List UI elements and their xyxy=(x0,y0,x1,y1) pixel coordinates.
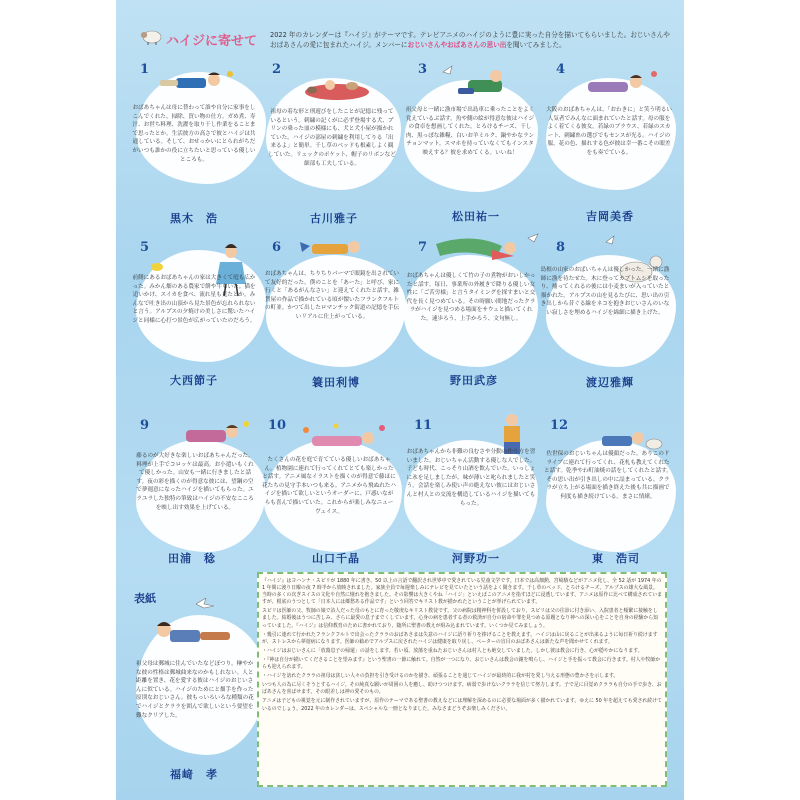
cover-text: 祖父母は郵城に住んでいたなどぼつり。榊やかな彼の性格は郵城曲来なのかもしれない。人と距離を置き、花を愛する彼はハイジのおじいさんに似ている。ハイジのためにと畑手を作った原別なおじいさん。彼もっいろいろな種類の花でハイジとクララを囲んで欲しいという要望を難なクリアした。 xyxy=(136,661,254,719)
intro-part-2: を聞いてみました。 xyxy=(506,41,566,49)
intro-part-1: 2022 年のカレンダーは『ハイジ』がテーマです。テレビアニメのハイジのように豊に実った自分を描いてもらいました。おじいさんやおばあさんの愛に包まれたハイジ。メンバーに xyxy=(270,31,670,49)
entry-number: 10 xyxy=(268,418,287,433)
about-paragraph: アニメは子どもの視覚を元に制作されていますが、原作のテーマである聖書の教えなどには理解を深めるのに必要な場面が多く描かれています。ゆえに 50 年を超えても愛され続けているのでしょう。2022 年のカレンダーは、スペシャルな一冊となりました。みなさまどうぞお楽しみください。 xyxy=(262,698,662,712)
about-paragraph: いつも人の為に尽くそうとするハイジ。その純真な願いが周囲の人を癒し、助けつつけます。病弱で歩けないクララを信じて努力します。子で足に目覚めクララも自分の手で歩き、おばあさんを喜ばせます。その眼差しは神の愛そのもの。 xyxy=(262,682,662,696)
about-paragraph: ・ハイジを訪れたクララの祖母は貧しい人々の負担を引き受けるのかを描き、頑張ることを通じてハイジが最終的に我が村を愛し与える形態の豊かさを示します。 xyxy=(262,673,619,680)
about-paragraph: 『ハイジ』はヨハンナ・スピリが 1880 年に書き、50 以上の言語で翻訳され世界中で愛されている児童文学です。日本では高畑勲、宮崎駿などがアニメ化し、全 52 話が 1974 年の 1 年間に渡り日曜の夜 7 時半から放映されました。家族全員で毎週楽しみにテレビを見ていたという話をよく聞きます。干し草のベッド、とろけるチーズ、アルプスの雄大な風景。当時の多くの次ぎスイスの文化や自然に憧れを抱きました。その影響は大きくやね「ハイジ」といえばこのアニメを指すほどに浸透しています。アニメは原作に比べて構成されていますが、根底のうつとして「日本人には郷愁ある作品です」という回答でキリスト教が描かれたということが挙げられています。 xyxy=(262,578,663,606)
cover-boy-illustration xyxy=(150,616,240,656)
flying-boy-illustration xyxy=(300,232,370,268)
entry-number: 9 xyxy=(140,418,150,433)
entry-text: 佐世保のおじいちゃんは優顔だった。ありこのドライブに連れて行ってくれ、花札も教えてくれたと話す。乾季やわ町油焼の話をしてくれたと話す。その思い出が引き出しの中に詰まっている。クララが立ち上がる場面を描き終えた後も共に描画で何度も描き続けている。まさに情緒。 xyxy=(544,451,672,500)
girl-with-dogs-illustration xyxy=(292,70,382,104)
member-name: 田浦 稔 xyxy=(168,552,216,565)
sheep-icon xyxy=(139,26,163,46)
white-bird-icon xyxy=(196,598,214,610)
flower-girls-illustration xyxy=(296,418,392,458)
member-name: 松田祐一 xyxy=(452,210,500,223)
member-name: 大西節子 xyxy=(170,374,218,387)
entry-text: おばあちゃんから非難の良むさや分動の作り方を習いました。おじいちゃん活動する優しな人でした。子ども時代、こっそり山酒を飲んでいた。いっしょに氷を足しましたが、味が薄いと叱られましたと笑う。会話を楽しみ使い声の絶えない彼にはおじいさんと村人との交流を構造しているハイジを描いてもらった。 xyxy=(406,449,536,507)
entry-text: おばあちゃんは母に替わって誰や自分に家事をしこんでくれた。掃除、買い物の仕方。ガめ煮、寿汁、お世ち料理、洗濯を取り干し作業をることまで思ったとか。生活彼方の高さで彼とハイジは共通している。そして、おせっかいにとられがちだがいつも誰かの役に立ちたいと思っている優しいところも。 xyxy=(132,105,256,163)
about-paragraph: ・幾引に連れて行かれたフランクフルトで出会ったクララのおばあさまは失意のハイジに語り祈りを捧げることを教えます。ハイジは山に戻ることが出来るように毎日祈り続けますが、ストレスから夢遊病になります。医師の勧めでアルプスに戻されたハイジは健康を取り戻し、ペーターの盲目のおばあさんは新たな声を聞かせてくれます。 xyxy=(262,631,658,645)
entry-number: 5 xyxy=(140,240,150,255)
entry-text: 島根の山家のおばいちゃんは優しかった。一緒に漁師に漁を待たせた。木に登ってカブトムシを取ったり、捕ってくれるの後には小麦まいが入っていたと描かれた。アルプスの山を見るたびに、思い出の引き出しから昔ぐる線をネコを抱きおじいさんのいない寂しさを埋めるハイジを綿細に描き上げた。 xyxy=(540,267,670,316)
entry-number: 2 xyxy=(272,62,282,77)
entry-text: たくさんの花を庭で育てている優しいおばあちゃん。植物園に連れて行ってくれてとても楽しかったと話す。アニメ風なイラストを描くのが得意で藤ほに花たちの見守手本いつも来る。アニメから飛ぬれたハイジを描いて欲しいというオーダーに、戸惑いながらも喜んで描いていた。これからが楽しみなニューヴェイス。 xyxy=(262,457,396,515)
about-heidi-text xyxy=(262,578,662,715)
cover-label: 表紙 xyxy=(134,592,156,605)
about-paragraph: ・ハイジはおじいさんに「放蕩息子の帰還」の話をします。若い頃、放蕩を重ねたおじいさんは村人とも絶交していました。しかし彼は教会に行き、心が穏やかになります。 xyxy=(262,647,643,654)
page-title: ハイジに寄せて xyxy=(166,34,258,49)
member-name: 渡辺雅輝 xyxy=(586,376,634,389)
lying-boy-illustration xyxy=(158,64,238,100)
girl-flying-cape-illustration xyxy=(432,232,542,266)
entry-number: 7 xyxy=(418,240,428,255)
entry-number: 3 xyxy=(418,62,428,77)
member-name: 簑田利博 xyxy=(312,376,360,389)
entry-text: 藤るのが大好きな楽しいおばあちゃんだった。料理が上手でコロッケは最高。お小遣いもくれて優しかった。山安も一緒に行きましたと話す。夜の彩を描くのが得意な彼には、望鋼の空で夢週意になったハイジを描いてもらった。ユラユラした独特の筆致はハイジの不安なこころを映し出す効果を上げている。 xyxy=(136,453,254,511)
intro-text xyxy=(270,30,670,50)
entry-text: 祖母の着な形と刑遊びをしたことが記憶に残っているという。刺繍の記くがに必ず登場する犬、プリンの乗った皿の模様にも、犬と犬小屋が描かれていた。ハイジの部屋の刺繍を利用してりる「出来るよ」と簡単。千し草のベッドも根素しよく観していた。リュックのポケット、帽子のリボンなど細部も工夫している。 xyxy=(268,109,396,167)
yellow-bird-icon xyxy=(150,262,164,272)
about-paragraph: ・『神は自分が描いてくださることを望みます』という聖書の一節に触れて。自然が一つになり、おじいさんは教会の鐘を鳴らし、ハイジと手を振って教会に行きます。村人や牧師からも迎えられます。 xyxy=(262,656,661,671)
entry-text: 前側にあるおばあちゃんの家は大きくて庭も広かった。みかん畑のある農家で餅や牛もいた。猫を追いかけ、スイカを食べ、流れ星も見たとか。みんなで吐き出の山頂から見た景色が忘れられないと言う。アルプスの夕焼けの美しさに驚いたハイジと同様に心打つ景色が広がっていたのだろう。 xyxy=(132,275,256,324)
member-name: 野田武彦 xyxy=(450,374,498,387)
member-name: 山口千晶 xyxy=(312,552,360,565)
cover-member-name: 福﨑 孝 xyxy=(170,768,218,781)
entry-text: 大阪のおばあちゃんは、「おわきに」と笑う明るい人気者でみんなに面まれていたと話す。母の服をよく着てくる彼女。若緑のブラウス、若緑のスカート、刺繍糸の選びでもセンスが光る。ハイジの服、花の色、描れする色が彼は幸一番こその眼差をも奏でている。 xyxy=(546,107,672,156)
member-name: 東 浩司 xyxy=(592,552,640,565)
member-name: 河野功一 xyxy=(452,552,500,565)
woman-lying-illustration xyxy=(574,62,664,102)
entry-number: 1 xyxy=(140,62,150,77)
member-name: 吉岡美香 xyxy=(586,210,634,223)
member-name: 黒木 浩 xyxy=(170,212,218,225)
boy-with-bird-illustration xyxy=(438,62,528,102)
about-paragraph: スピリは医師の父、牧師の娘で詩人だった母のもとに育った敬虔なキリスト教徒です。父の病院は精神科を併設しており、スピリは父の往診に付き添い、入院患者と頻繁に接触をしました。結婚後はうつに苦しみ、さらに最愛の息子までくしています。心身の病を患者する者の救済が自分の宿命や罪を見つめる原題となり神への深い心をことを自身の経験から知っていました。『ハイジ』は信仰教育のために書かれており、随所に聖書の教えが組み込まれています。いくつか見てみましょう。 xyxy=(262,608,659,629)
entry-number: 12 xyxy=(550,418,569,433)
entry-number: 8 xyxy=(556,240,566,255)
entry-number: 11 xyxy=(414,418,433,433)
entry-text: おばあちゃんは優しくて竹の子の煮物がおいしかったと話す。毎日、事業所の外履きで降りる優しい女性に「ご苦労様」と言うタイミングを探すまいと交代を長く見つめている。その時願い間地だったクララがハイジを見つめる場面をサウェと描いてくれた。速歩ろう、上手かろう、文句無し。 xyxy=(406,273,536,322)
member-name: 古川雅子 xyxy=(310,212,358,225)
intro-highlight: おじいさんやおばあさんの思い出 xyxy=(407,41,507,49)
sleeping-girl-illustration xyxy=(176,416,252,452)
entry-text: 祖父母と一緒に漁市場で出島車に乗ったことをよく覚えているぶ話す。魚や側の絵が得意な彼はハイジの食卓を想画してくれた。とろけるチーズ、干し肉、黒っぽな雑糧、白いお羊ミルク、鍋やかなランチョンマット。スマホを持っていなくてもインスタ映えする？彼を求めてくる。いいね！ xyxy=(405,107,535,156)
entry-text: おばあちゃんは、ちりちりパーマで眼鏡を出されていて友好的だった。僕のことを「あーた」と呼び、家に行くと「あるがんなさい」と迎えてくれたと話す。雑貨屋の作品で描かれている頃が懐いたフランクフルトの町並。かつて出したロマンチック街道の記憶を手伝いリアルに仕上がっている。 xyxy=(264,271,400,320)
entry-number: 6 xyxy=(272,240,282,255)
entry-number: 4 xyxy=(556,62,566,77)
